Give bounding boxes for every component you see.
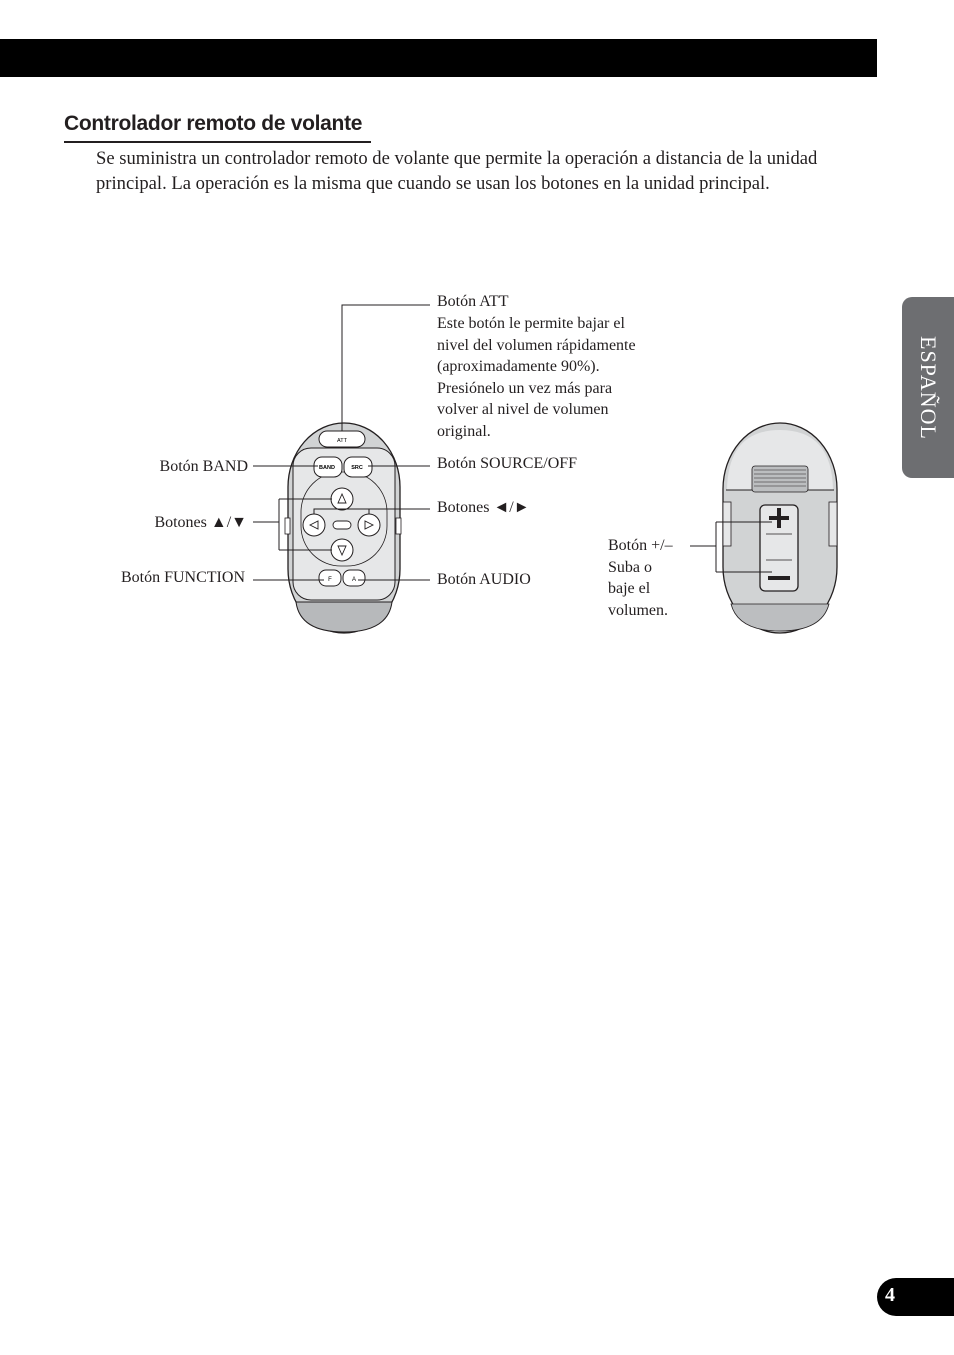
band-button[interactable] <box>314 457 342 477</box>
band-label: Botón BAND <box>159 458 248 475</box>
language-tab-label: ESPAÑOL <box>916 335 941 440</box>
intro-paragraph: Se suministra un controlador remoto de volante que permite la operación a distancia de la unidad principal. La operación es la misma que cuando se usan los botones en la unidad principal. <box>96 148 818 194</box>
audio-button-text: A <box>351 577 357 583</box>
volume-label-line-3: baje el <box>608 580 651 598</box>
source-label: Botón SOURCE/OFF <box>437 455 578 472</box>
volume-label-line-4: volumen. <box>608 601 668 619</box>
volume-rocker-button[interactable] <box>760 505 798 591</box>
att-desc-line-4: Presiónelo un vez más para <box>437 379 613 397</box>
band-button-text: BAND <box>319 465 335 471</box>
down-button[interactable] <box>331 539 353 561</box>
page-number: 4 <box>885 1284 895 1306</box>
left-right-label: Botones ◄/► <box>437 499 530 516</box>
att-button[interactable] <box>319 431 365 447</box>
att-desc-line-2: nivel del volumen rápidamente <box>437 336 636 354</box>
att-desc-line-6: original. <box>437 423 491 440</box>
up-button[interactable] <box>331 488 353 510</box>
function-button-text: F <box>328 577 332 583</box>
section-title: Controlador remoto de volante <box>64 112 363 135</box>
att-button-text: ATT <box>337 438 347 444</box>
att-label: Botón ATT <box>437 293 509 310</box>
volume-label-line-1: Botón +/– <box>608 537 673 554</box>
source-button-text: SRC <box>351 465 363 471</box>
up-down-label: Botones ▲/▼ <box>154 514 247 531</box>
center-slot <box>333 521 351 529</box>
volume-label-line-2: Suba o <box>608 558 652 576</box>
function-label: Botón FUNCTION <box>120 569 245 586</box>
function-button[interactable] <box>319 570 341 586</box>
right-button[interactable] <box>358 514 380 536</box>
minus-icon <box>768 576 790 580</box>
source-button[interactable] <box>344 457 372 477</box>
att-desc-line-3: (aproximadamente 90%). <box>437 358 600 376</box>
audio-button[interactable] <box>343 570 365 586</box>
att-desc-line-5: volver al nivel de volumen <box>437 401 609 419</box>
audio-label: Botón AUDIO <box>437 571 531 588</box>
left-button[interactable] <box>303 514 325 536</box>
att-desc-line-1: Este botón le permite bajar el <box>437 315 625 332</box>
